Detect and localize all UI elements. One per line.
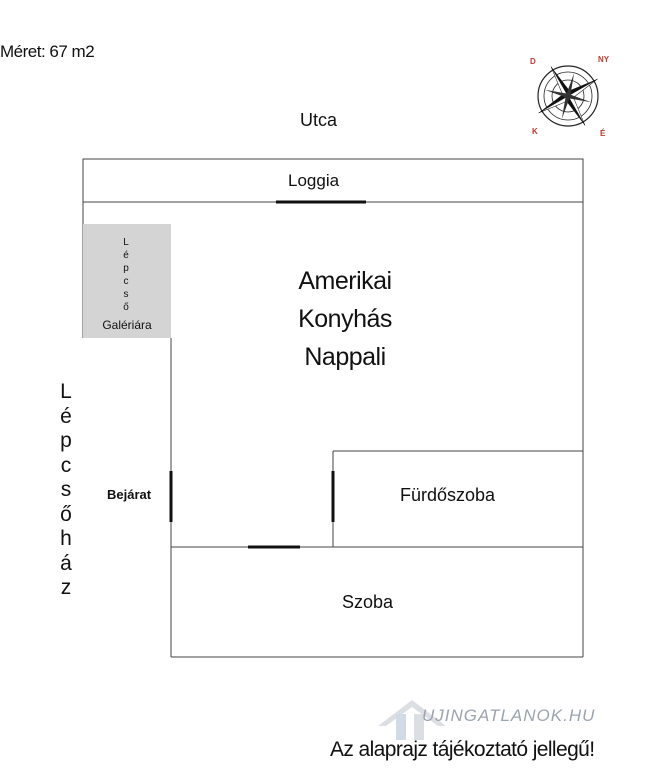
staircase-letter: ő (60, 502, 72, 526)
disclaimer: Az alaprajz tájékoztató jellegű! (330, 738, 595, 761)
loggia-label: Loggia (288, 171, 340, 190)
staircase-letter: é (60, 404, 72, 428)
stair-letter: ő (123, 302, 129, 313)
staircase-letter: h (60, 527, 72, 550)
entrance-label: Bejárat (107, 487, 152, 502)
stair-letter: L (123, 237, 129, 248)
stair-letter: s (123, 289, 129, 300)
staircase-letter: p (60, 429, 72, 452)
kitchen-line-3: Nappali (304, 343, 386, 371)
watermark-text: UJINGATLANOK.HU (422, 706, 596, 725)
compass-letter-south: D (530, 57, 536, 66)
living-kitchen-label (270, 262, 420, 376)
staircase-letter: s (60, 478, 72, 501)
stair-letter: c (123, 276, 129, 287)
compass-letter-east: K (532, 127, 538, 136)
staircase-letter: á (60, 551, 72, 575)
staircase-letter: c (60, 453, 72, 477)
stair-letter: é (123, 250, 129, 261)
staircase-letter: L (60, 380, 72, 403)
kitchen-line-2: Konyhás (298, 305, 392, 333)
compass-letter-west: NY (598, 55, 610, 64)
size-label: Méret: 67 m2 (0, 42, 95, 61)
room-label: Szoba (342, 592, 394, 612)
compass-letter-north: É (600, 129, 606, 138)
kitchen-line-1: Amerikai (298, 267, 392, 295)
gallery-label: Galériára (102, 318, 152, 332)
staircase-letter: z (60, 576, 72, 599)
gallery-stair-label (119, 236, 133, 314)
staircase-label (56, 380, 76, 601)
stair-letter: p (123, 263, 129, 274)
street-label: Utca (300, 110, 338, 130)
bathroom-label: Fürdőszoba (400, 485, 496, 505)
